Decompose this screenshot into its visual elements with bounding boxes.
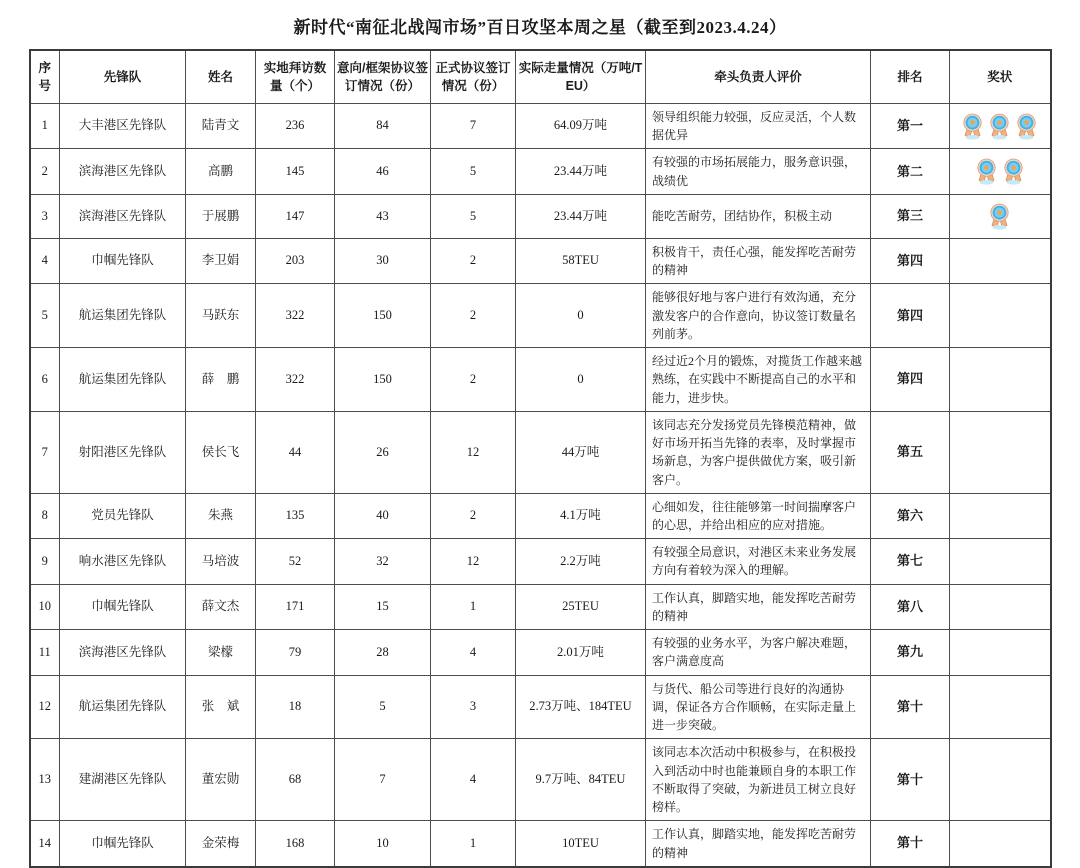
header-volume: 实际走量情况（万吨/TEU） xyxy=(516,50,646,104)
cell-volume: 58TEU xyxy=(516,238,646,283)
cell-intent: 46 xyxy=(335,149,431,194)
table-row xyxy=(30,739,1051,821)
cell-volume: 9.7万吨、84TEU xyxy=(516,739,646,821)
cell-team: 党员先锋队 xyxy=(60,493,186,538)
medal-icon xyxy=(988,203,1011,230)
cell-no: 10 xyxy=(30,584,60,629)
cell-rank: 第七 xyxy=(871,539,950,584)
cell-rank: 第十 xyxy=(871,739,950,821)
cell-no: 2 xyxy=(30,149,60,194)
cell-visits: 171 xyxy=(256,584,335,629)
table-row xyxy=(30,675,1051,739)
cell-visits: 52 xyxy=(256,539,335,584)
cell-no: 3 xyxy=(30,194,60,238)
cell-volume: 23.44万吨 xyxy=(516,194,646,238)
cell-medals xyxy=(950,584,1051,629)
cell-medals xyxy=(950,675,1051,739)
cell-no: 7 xyxy=(30,411,60,493)
cell-no: 14 xyxy=(30,821,60,867)
cell-comment: 与货代、船公司等进行良好的沟通协调，保证各方合作顺畅，在实际走量上进一步突破。 xyxy=(646,675,871,739)
cell-no: 4 xyxy=(30,238,60,283)
cell-no: 8 xyxy=(30,493,60,538)
cell-no: 9 xyxy=(30,539,60,584)
cell-medals xyxy=(950,411,1051,493)
cell-team: 巾帼先锋队 xyxy=(60,238,186,283)
cell-name: 梁檬 xyxy=(186,630,256,675)
table-row xyxy=(30,411,1051,493)
cell-intent: 150 xyxy=(335,348,431,412)
table-row xyxy=(30,284,1051,348)
cell-team: 建湖港区先锋队 xyxy=(60,739,186,821)
table-row xyxy=(30,194,1051,238)
cell-volume: 4.1万吨 xyxy=(516,493,646,538)
table-body xyxy=(30,104,1051,867)
cell-medals xyxy=(950,194,1051,238)
cell-visits: 322 xyxy=(256,284,335,348)
cell-medals xyxy=(950,104,1051,149)
cell-formal: 12 xyxy=(431,411,516,493)
cell-medals xyxy=(950,539,1051,584)
cell-rank: 第四 xyxy=(871,284,950,348)
cell-rank: 第一 xyxy=(871,104,950,149)
cell-volume: 2.73万吨、184TEU xyxy=(516,675,646,739)
cell-formal: 2 xyxy=(431,238,516,283)
header-formal: 正式协议签订情况（份） xyxy=(431,50,516,104)
cell-volume: 0 xyxy=(516,348,646,412)
cell-formal: 7 xyxy=(431,104,516,149)
cell-name: 马跃东 xyxy=(186,284,256,348)
cell-medals xyxy=(950,284,1051,348)
cell-no: 12 xyxy=(30,675,60,739)
cell-intent: 7 xyxy=(335,739,431,821)
cell-name: 金荣梅 xyxy=(186,821,256,867)
cell-formal: 2 xyxy=(431,493,516,538)
cell-medals xyxy=(950,493,1051,538)
cell-team: 滨海港区先锋队 xyxy=(60,630,186,675)
header-no: 序号 xyxy=(30,50,60,104)
cell-comment: 该同志本次活动中积极参与，在积极投入到活动中时也能兼顾自身的本职工作不断取得了突破，为新进员工树立良好榜样。 xyxy=(646,739,871,821)
cell-intent: 26 xyxy=(335,411,431,493)
cell-rank: 第四 xyxy=(871,348,950,412)
cell-formal: 4 xyxy=(431,739,516,821)
cell-comment: 积极肯干，责任心强，能发挥吃苦耐劳的精神 xyxy=(646,238,871,283)
cell-name: 朱燕 xyxy=(186,493,256,538)
cell-comment: 有较强的业务水平，为客户解决难题，客户满意度高 xyxy=(646,630,871,675)
cell-volume: 2.2万吨 xyxy=(516,539,646,584)
table-row xyxy=(30,630,1051,675)
cell-name: 于展鹏 xyxy=(186,194,256,238)
cell-visits: 135 xyxy=(256,493,335,538)
cell-team: 航运集团先锋队 xyxy=(60,675,186,739)
cell-formal: 4 xyxy=(431,630,516,675)
cell-formal: 1 xyxy=(431,584,516,629)
cell-team: 巾帼先锋队 xyxy=(60,584,186,629)
cell-team: 滨海港区先锋队 xyxy=(60,149,186,194)
cell-no: 13 xyxy=(30,739,60,821)
table-row xyxy=(30,238,1051,283)
header-name: 姓名 xyxy=(186,50,256,104)
cell-medals xyxy=(950,739,1051,821)
cell-team: 航运集团先锋队 xyxy=(60,348,186,412)
cell-rank: 第四 xyxy=(871,238,950,283)
cell-name: 陆青文 xyxy=(186,104,256,149)
cell-formal: 1 xyxy=(431,821,516,867)
cell-rank: 第三 xyxy=(871,194,950,238)
cell-intent: 32 xyxy=(335,539,431,584)
medal-icon xyxy=(975,158,998,185)
cell-volume: 10TEU xyxy=(516,821,646,867)
weekly-star-table xyxy=(29,49,1052,868)
cell-comment: 该同志充分发扬党员先锋模范精神，做好市场开拓当先锋的表率，及时掌握市场新息，为客户提供做优方案，吸引新客户。 xyxy=(646,411,871,493)
cell-intent: 84 xyxy=(335,104,431,149)
cell-intent: 15 xyxy=(335,584,431,629)
cell-name: 董宏勋 xyxy=(186,739,256,821)
table-row xyxy=(30,104,1051,149)
cell-intent: 40 xyxy=(335,493,431,538)
table-row xyxy=(30,584,1051,629)
cell-comment: 有较强的市场拓展能力，服务意识强，战绩优 xyxy=(646,149,871,194)
medal-icon xyxy=(1015,113,1038,140)
cell-team: 响水港区先锋队 xyxy=(60,539,186,584)
cell-comment: 领导组织能力较强，反应灵活，个人数据优异 xyxy=(646,104,871,149)
cell-volume: 0 xyxy=(516,284,646,348)
cell-name: 侯长飞 xyxy=(186,411,256,493)
cell-volume: 25TEU xyxy=(516,584,646,629)
cell-rank: 第十 xyxy=(871,675,950,739)
cell-rank: 第九 xyxy=(871,630,950,675)
cell-volume: 44万吨 xyxy=(516,411,646,493)
cell-intent: 43 xyxy=(335,194,431,238)
cell-name: 薛 鹏 xyxy=(186,348,256,412)
page-title: 新时代“南征北战闯市场”百日攻坚本周之星（截至到2023.4.24） xyxy=(293,18,787,37)
cell-team: 滨海港区先锋队 xyxy=(60,194,186,238)
medal-icon xyxy=(1002,158,1025,185)
cell-comment: 心细如发，往往能够第一时间揣摩客户的心思，并给出相应的应对措施。 xyxy=(646,493,871,538)
cell-formal: 3 xyxy=(431,675,516,739)
cell-name: 李卫娟 xyxy=(186,238,256,283)
cell-team: 大丰港区先锋队 xyxy=(60,104,186,149)
cell-name: 薛文杰 xyxy=(186,584,256,629)
header-intent: 意向/框架协议签订情况（份） xyxy=(335,50,431,104)
header-team: 先锋队 xyxy=(60,50,186,104)
cell-visits: 203 xyxy=(256,238,335,283)
cell-comment: 有较强全局意识，对港区未来业务发展方向有着较为深入的理解。 xyxy=(646,539,871,584)
cell-no: 6 xyxy=(30,348,60,412)
cell-name: 张 斌 xyxy=(186,675,256,739)
cell-medals xyxy=(950,348,1051,412)
cell-comment: 工作认真，脚踏实地，能发挥吃苦耐劳的精神 xyxy=(646,821,871,867)
cell-visits: 145 xyxy=(256,149,335,194)
cell-formal: 5 xyxy=(431,149,516,194)
cell-intent: 150 xyxy=(335,284,431,348)
cell-team: 巾帼先锋队 xyxy=(60,821,186,867)
cell-medals xyxy=(950,238,1051,283)
cell-intent: 28 xyxy=(335,630,431,675)
cell-comment: 工作认真，脚踏实地，能发挥吃苦耐劳的精神 xyxy=(646,584,871,629)
header-row xyxy=(30,50,1051,104)
cell-intent: 10 xyxy=(335,821,431,867)
cell-no: 11 xyxy=(30,630,60,675)
cell-visits: 68 xyxy=(256,739,335,821)
cell-rank: 第二 xyxy=(871,149,950,194)
cell-formal: 12 xyxy=(431,539,516,584)
table-row xyxy=(30,539,1051,584)
table-row xyxy=(30,149,1051,194)
header-comment: 牵头负责人评价 xyxy=(646,50,871,104)
cell-visits: 236 xyxy=(256,104,335,149)
table-row xyxy=(30,348,1051,412)
cell-visits: 44 xyxy=(256,411,335,493)
cell-team: 射阳港区先锋队 xyxy=(60,411,186,493)
header-award: 奖状 xyxy=(950,50,1051,104)
cell-visits: 18 xyxy=(256,675,335,739)
cell-team: 航运集团先锋队 xyxy=(60,284,186,348)
cell-formal: 2 xyxy=(431,348,516,412)
cell-rank: 第八 xyxy=(871,584,950,629)
header-rank: 排名 xyxy=(871,50,950,104)
cell-medals xyxy=(950,821,1051,867)
cell-volume: 2.01万吨 xyxy=(516,630,646,675)
cell-comment: 能吃苦耐劳，团结协作，积极主动 xyxy=(646,194,871,238)
cell-formal: 2 xyxy=(431,284,516,348)
cell-no: 5 xyxy=(30,284,60,348)
cell-rank: 第五 xyxy=(871,411,950,493)
cell-no: 1 xyxy=(30,104,60,149)
cell-rank: 第六 xyxy=(871,493,950,538)
cell-medals xyxy=(950,630,1051,675)
cell-visits: 322 xyxy=(256,348,335,412)
cell-comment: 经过近2个月的锻炼，对揽货工作越来越熟练，在实践中不断提高自己的水平和能力，进步快。 xyxy=(646,348,871,412)
cell-intent: 5 xyxy=(335,675,431,739)
medal-icon xyxy=(961,113,984,140)
medal-icon xyxy=(988,113,1011,140)
table-row xyxy=(30,821,1051,867)
cell-name: 马培波 xyxy=(186,539,256,584)
header-visits: 实地拜访数量（个） xyxy=(256,50,335,104)
cell-comment: 能够很好地与客户进行有效沟通，充分激发客户的合作意向，协议签订数量名列前茅。 xyxy=(646,284,871,348)
cell-visits: 168 xyxy=(256,821,335,867)
cell-medals xyxy=(950,149,1051,194)
cell-visits: 79 xyxy=(256,630,335,675)
cell-volume: 64.09万吨 xyxy=(516,104,646,149)
table-row xyxy=(30,493,1051,538)
cell-formal: 5 xyxy=(431,194,516,238)
cell-volume: 23.44万吨 xyxy=(516,149,646,194)
cell-rank: 第十 xyxy=(871,821,950,867)
cell-intent: 30 xyxy=(335,238,431,283)
cell-visits: 147 xyxy=(256,194,335,238)
cell-name: 高鹏 xyxy=(186,149,256,194)
